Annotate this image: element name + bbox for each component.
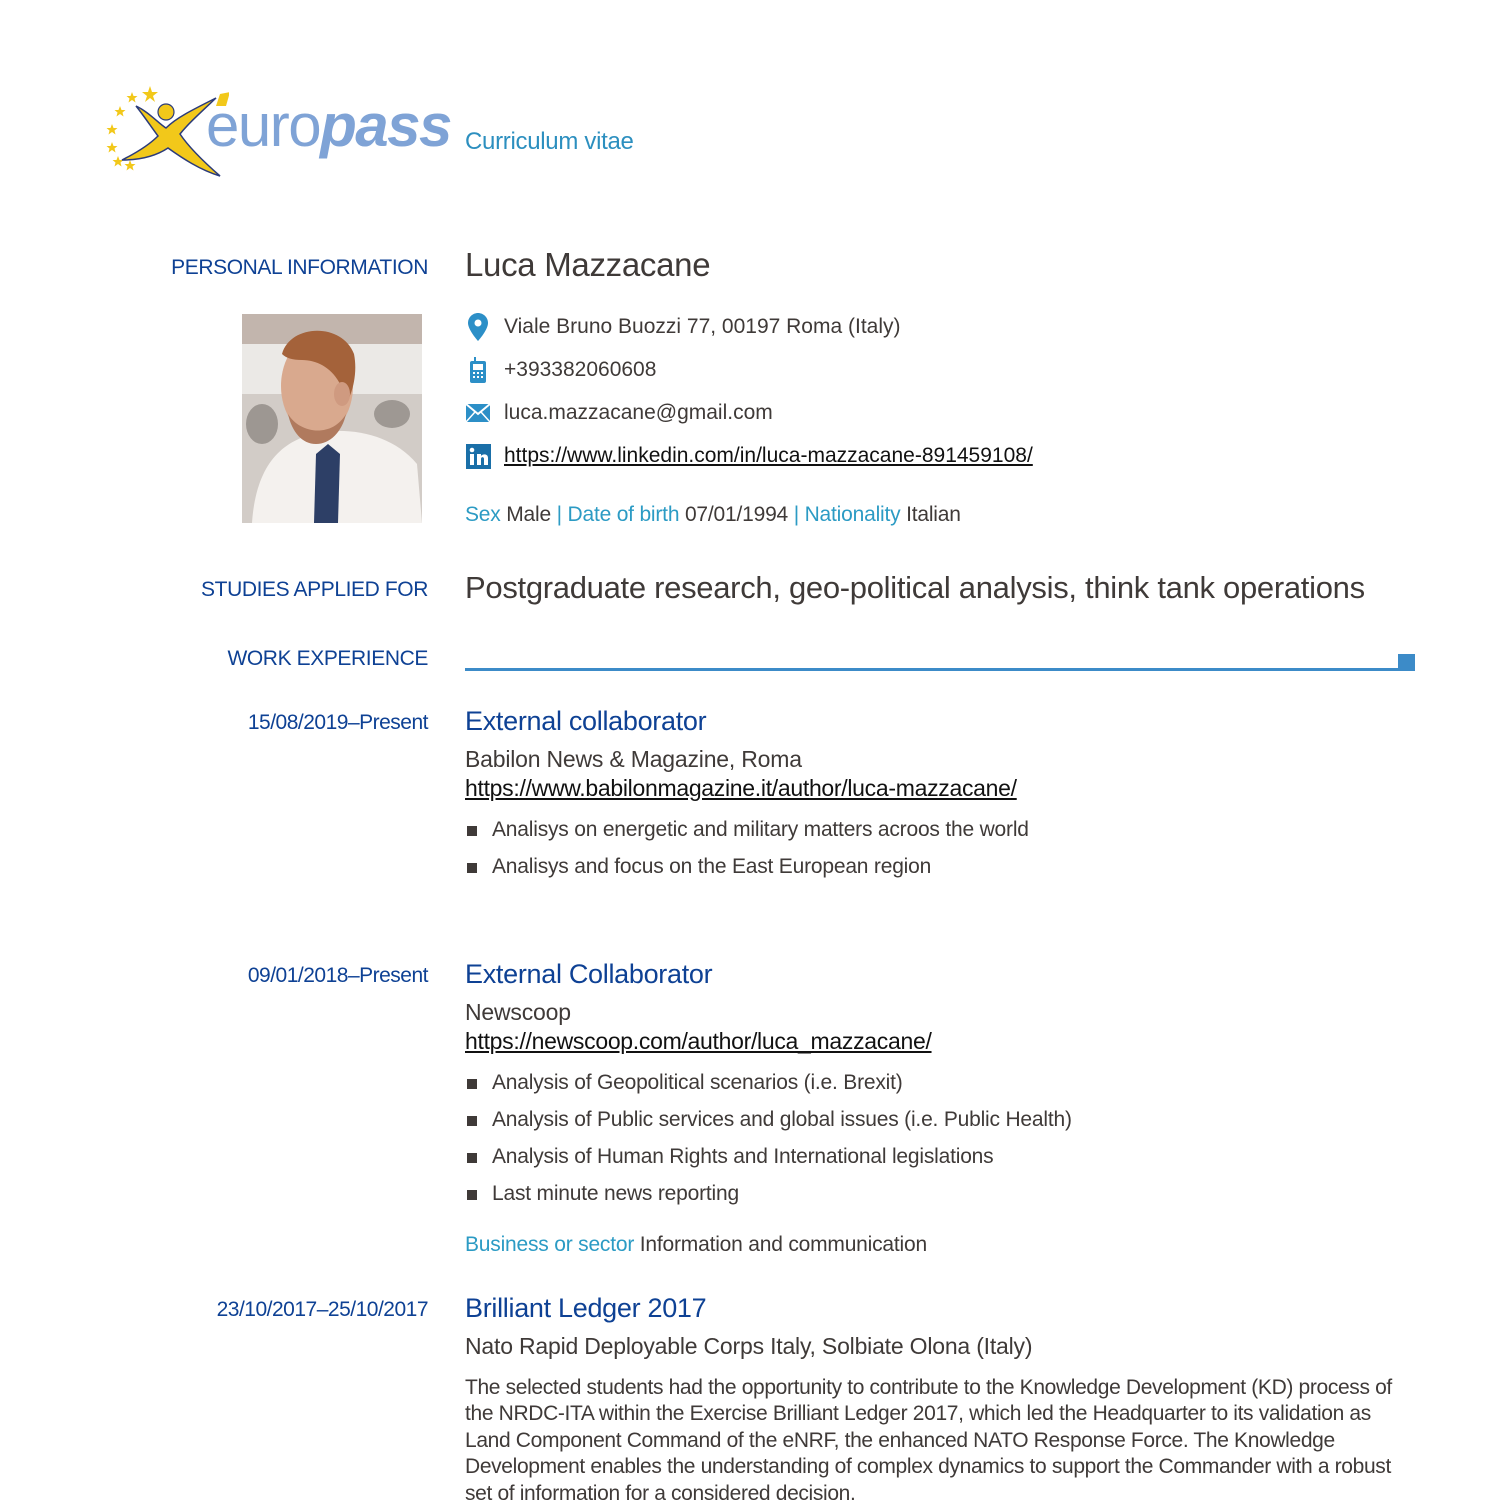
section-label-studies-applied-for: STUDIES APPLIED FOR [201,578,428,601]
business-sector-label: Business or sector [465,1233,635,1256]
linkedin-icon [465,443,491,469]
business-sector-value: Information and communication [639,1233,927,1256]
europass-wordmark: europass [206,92,451,159]
sex-label: Sex [465,503,501,526]
job-dates: 23/10/2017–25/10/2017 [216,1298,428,1321]
job-title: External Collaborator [465,959,713,989]
list-item: Analysis of Public services and global issues (i.e. Public Health) [465,1105,1072,1142]
dob-value: 07/01/1994 [684,503,789,526]
profile-photo-image [242,314,422,523]
list-item: Analisys on energetic and military matters acroos the world [465,815,1029,852]
section-label-work-experience: WORK EXPERIENCE [227,647,428,670]
list-item: Analisys and focus on the East European region [465,852,1029,889]
contact-phone [465,355,656,385]
europass-logo [104,84,451,180]
separator: | [793,503,799,526]
job-organization: Babilon News & Magazine, Roma [465,746,802,772]
demographics-line [465,503,961,527]
job-dates: 15/08/2019–Present [247,711,428,734]
envelope-icon [465,400,491,426]
job-bullet-list [465,1068,1072,1216]
section-label-personal-information: PERSONAL INFORMATION [171,256,428,279]
job-url-link[interactable]: https://newscoop.com/author/luca_mazzacane/ [465,1028,932,1054]
dob-label: Date of birth [567,503,680,526]
separator: | [556,503,562,526]
sex-value: Male [506,503,551,526]
linkedin-link[interactable]: https://www.linkedin.com/in/luca-mazzacane-891459108/ [504,444,1033,467]
phone-text: +393382060608 [504,358,657,381]
address-text: Viale Bruno Buozzi 77, 00197 Roma (Italy) [504,315,901,338]
business-sector-line [465,1233,927,1257]
list-item: Last minute news reporting [465,1179,1072,1216]
job-dates: 09/01/2018–Present [247,964,428,987]
profile-photo [242,314,422,523]
job-organization: Newscoop [465,999,571,1025]
document-title: Curriculum vitae [465,128,634,155]
job-title: External collaborator [465,706,707,736]
job-organization: Nato Rapid Deployable Corps Italy, Solbiate Olona (Italy) [465,1333,1033,1359]
list-item: Analysis of Geopolitical scenarios (i.e. Brexit) [465,1068,1072,1105]
job-url-link[interactable]: https://www.babilonmagazine.it/author/luca-mazzacane/ [465,775,1017,801]
list-item: Analysis of Human Rights and International legislations [465,1142,1072,1179]
contact-linkedin [465,441,1033,471]
job-description: The selected students had the opportunity to contribute to the Knowledge Development (KD) process of the NRDC-ITA within the Exercise Brilliant Ledger 2017, which led the Headquarter to its validation as Land Component Command of the eNRF, the enhanced NATO Response Force. The Knowledge Development enables the understanding of complex dynamics to support the Commander with a robust set of information for a considered decision. [465,1376,1392,1505]
contact-email [465,398,773,428]
contact-address [465,312,901,342]
section-divider-marker [1398,654,1415,671]
nationality-value: Italian [906,503,961,526]
map-pin-icon [465,314,491,340]
email-text: luca.mazzacane@gmail.com [504,401,773,424]
job-title: Brilliant Ledger 2017 [465,1293,707,1323]
studies-applied-for-value: Postgraduate research, geo-political analysis, think tank operations [465,570,1365,605]
mobile-phone-icon [465,357,491,383]
nationality-label: Nationality [804,503,901,526]
section-divider [465,668,1398,671]
job-bullet-list [465,815,1029,889]
candidate-name: Luca Mazzacane [465,246,711,283]
